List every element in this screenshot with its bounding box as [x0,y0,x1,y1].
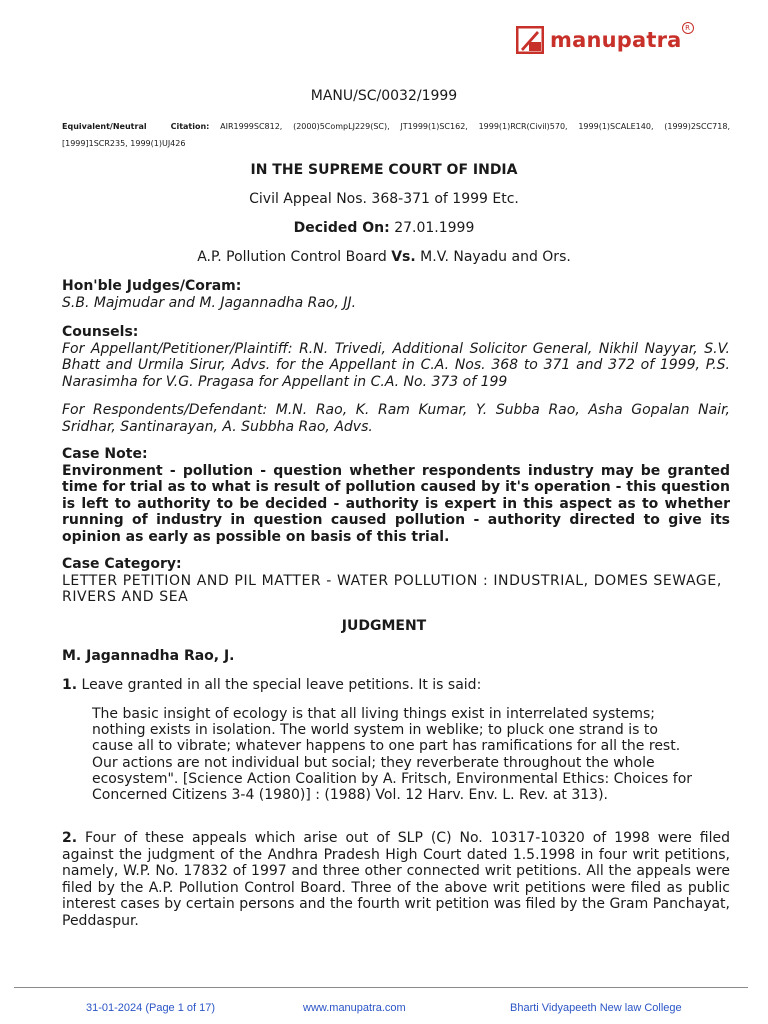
counsels-section [62,324,730,390]
paragraph-1-number: 1. [62,677,78,693]
respondent-counsel-section [62,402,730,435]
respondent: M.V. Nayadu and Ors. [420,249,571,265]
court-name: IN THE SUPREME COURT OF INDIA [250,162,518,178]
parties [0,249,768,265]
case-category-section [62,556,730,606]
citation-value: AIR1999SC812, (2000)5CompLJ229(SC), JT1999(1)SC162, 1999(1)RCR(Civil)570, 1999(1)SCALE140, (1999)2SCC718, [1999]1SCR235, 1999(1)UJ426 [62,122,730,148]
paragraph-2-number: 2. [62,830,78,846]
decided-on [0,220,768,236]
case-category-heading: Case Category: [62,556,182,572]
paragraph-2-text: Four of these appeals which arise out of SLP (C) No. 10317-10320 of 1998 were filed against the judgment of the Andhra Pradesh High Court dated 1.5.1998 in four writ petitions, namely, W.P. No. 17832 of 1997 and three other connected writ petitions. All the appeals were filed by the A.P. Pollution Control Board. Three of the above writ petitions were filed as public interest cases by certain persons and the fourth writ petition was filed by the Gram Panchayat, Peddaspur. [62,830,731,929]
judgment-heading: JUDGMENT [341,618,427,634]
decided-date: 27.01.1999 [394,220,475,236]
petitioner: A.P. Pollution Control Board [197,249,387,265]
registered-mark: R [682,22,694,34]
paragraph-2 [62,830,730,929]
footer-institution: Bharti Vidyapeeth New law College [510,1002,682,1014]
case-note-heading: Case Note: [62,446,148,462]
appeal-number: Civil Appeal Nos. 368-371 of 1999 Etc. [249,191,519,207]
document-number: MANU/SC/0032/1999 [310,88,458,104]
judgment-author: M. Jagannadha Rao, J. [62,648,235,664]
respondent-counsel: For Respondents/Defendant: M.N. Rao, K. Ram Kumar, Y. Subba Rao, Asha Gopalan Nair, Sridhar, Santinarayan, A. Subbha Rao, Advs. [62,402,730,435]
citation-block [62,118,730,152]
judges-section [62,278,730,311]
judges-heading: Hon'ble Judges/Coram: [62,278,242,294]
brand-name: manupatra [550,28,682,52]
decided-label: Decided On: [293,220,390,236]
citation-label-2: Citation: [170,122,210,131]
appellant-counsel: For Appellant/Petitioner/Plaintiff: R.N. Trivedi, Additional Solicitor General, Nikhil Nayyar, S.V. Bhatt and Urmila Sirur, Advs. for the Appellant in C.A. Nos. 368 to 371 and 372 of 1999, P.S. Narasimha for V.G. Pragasa for Appellant in C.A. No. 373 of 199 [62,340,730,390]
case-note-text: Environment - pollution - question whether respondents industry may be granted time for trial as to what is result of pollution caused by it's operation - this question is left to authority to be decided - authority is expert in this aspect as to whether running of industry in question caused pollution - authority directed to give its opinion as early as possible on basis of this trial. [62,462,730,545]
manupatra-logo[interactable] [516,24,690,56]
judges-names: S.B. Majmudar and M. Jagannadha Rao, JJ. [62,294,357,311]
case-note-section [62,446,730,545]
ecology-quote: The basic insight of ecology is that all living things exist in interrelated systems; nothing exists in isolation. The world system in weblike; to pluck one strand is to cause all to vibrate; whatever happens to one part has ramifications for all the rest. Our actions are not individual but social; they reverberate throughout the whole ecosystem". [Science Action Coalition by A. Fritsch, Environmental Ethics: Choices for Concerned Citizens 3-4 (1980)] : (1988) Vol. 12 Harv. Env. L. Rev. at 313). [92,706,693,804]
footer-divider [14,987,748,988]
paragraph-1-text: Leave granted in all the special leave petitions. It is said: [81,677,482,693]
footer-date-page: 31-01-2024 (Page 1 of 17) [86,1002,216,1014]
paragraph-1 [62,677,481,693]
footer-site-link[interactable]: www.manupatra.com [303,1002,406,1014]
case-category-text: LETTER PETITION AND PIL MATTER - WATER POLLUTION : INDUSTRIAL, DOMES SEWAGE, RIVERS AND SEA [62,572,722,605]
counsels-heading: Counsels: [62,324,139,340]
versus: Vs. [391,249,416,265]
manupatra-logo-icon [516,26,544,54]
citation-label: Equivalent/Neutral [62,122,147,131]
